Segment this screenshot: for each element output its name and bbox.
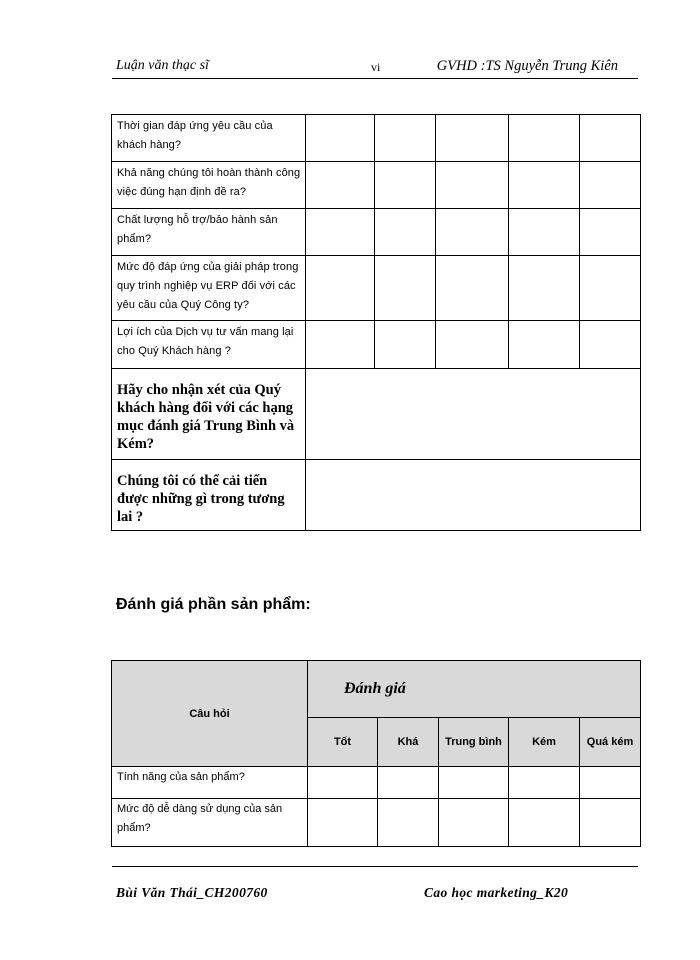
- header-thesis-label: Luận văn thạc sĩ: [116, 58, 209, 73]
- rating-cell[interactable]: [580, 799, 641, 847]
- rating-cell[interactable]: [509, 162, 580, 209]
- rating-header-kem: Kém: [509, 718, 580, 767]
- rating-header-trung-binh: Trung bình: [439, 718, 509, 767]
- table-row: [112, 256, 641, 321]
- rating-cell[interactable]: [436, 256, 509, 321]
- question-cell: Mức độ đáp ứng của giải pháp trong quy trình nghiệp vụ ERP đối với các yêu cầu của Quý Công ty?: [112, 256, 306, 321]
- question-cell: Chất lượng hỗ trợ/bảo hành sản phẩm?: [112, 209, 306, 256]
- question-cell: Lợi ích của Dịch vụ tư vấn mang lại cho Quý Khách hàng ?: [112, 321, 306, 369]
- rating-cell[interactable]: [580, 321, 641, 369]
- rating-cell[interactable]: [509, 799, 580, 847]
- rating-cell[interactable]: [375, 321, 436, 369]
- question-column-header: Câu hỏi: [112, 661, 308, 767]
- rating-cell[interactable]: [308, 767, 378, 799]
- rating-cell[interactable]: [436, 321, 509, 369]
- open-question-cell: Chúng tôi có thể cải tiến được những gì trong tương lai ?: [112, 460, 306, 531]
- rating-cell[interactable]: [375, 162, 436, 209]
- rating-header-kha: Khá: [378, 718, 439, 767]
- open-question-cell: Hãy cho nhận xét của Quý khách hàng đối với các hạng mục đánh giá Trung Bình và Kém?: [112, 369, 306, 460]
- rating-cell[interactable]: [580, 115, 641, 162]
- rating-cell[interactable]: [306, 256, 375, 321]
- question-cell: Mức độ dễ dàng sử dụng của sản phẩm?: [112, 799, 308, 847]
- rating-cell[interactable]: [439, 767, 509, 799]
- rating-cell[interactable]: [436, 115, 509, 162]
- rating-cell[interactable]: [436, 162, 509, 209]
- rating-cell[interactable]: [378, 767, 439, 799]
- rating-header-qua-kem: Quá kém: [580, 718, 641, 767]
- rating-cell[interactable]: [509, 115, 580, 162]
- rating-cell[interactable]: [509, 321, 580, 369]
- rating-cell[interactable]: [375, 115, 436, 162]
- rating-cell[interactable]: [306, 209, 375, 256]
- table-row: [112, 321, 641, 369]
- table-row: [112, 799, 641, 847]
- table-row: [112, 767, 641, 799]
- page-number: vi: [371, 60, 381, 74]
- rating-cell[interactable]: [509, 767, 580, 799]
- rating-cell[interactable]: [375, 256, 436, 321]
- comment-cell[interactable]: [306, 460, 641, 531]
- table-row: [112, 115, 641, 162]
- rating-cell[interactable]: [580, 256, 641, 321]
- footer-author: Bùi Văn Thái_CH200760: [116, 885, 268, 900]
- question-cell: Thời gian đáp ứng yêu cầu của khách hàng?: [112, 115, 306, 162]
- rating-header-tot: Tốt: [308, 718, 378, 767]
- service-evaluation-table: [111, 114, 641, 531]
- table-header-row: [112, 661, 641, 718]
- rating-cell[interactable]: [375, 209, 436, 256]
- evaluation-header: Đánh giá: [308, 661, 641, 718]
- rating-cell[interactable]: [580, 209, 641, 256]
- table-row: [112, 369, 641, 460]
- rating-cell[interactable]: [306, 115, 375, 162]
- comment-cell[interactable]: [306, 369, 641, 460]
- header-advisor: GVHD :TS Nguyễn Trung Kiên: [436, 58, 618, 74]
- product-evaluation-table: [111, 660, 641, 847]
- footer-rule: [112, 866, 638, 867]
- question-cell: Tính năng của sản phẩm?: [112, 767, 308, 799]
- rating-cell[interactable]: [308, 799, 378, 847]
- rating-cell[interactable]: [580, 162, 641, 209]
- header-rule: [112, 78, 638, 79]
- rating-cell[interactable]: [306, 321, 375, 369]
- section-title: Đánh giá phần sản phẩm:: [116, 596, 311, 613]
- table-row: [112, 209, 641, 256]
- table-row: [112, 162, 641, 209]
- rating-cell[interactable]: [306, 162, 375, 209]
- rating-cell[interactable]: [439, 799, 509, 847]
- table-row: [112, 460, 641, 531]
- rating-cell[interactable]: [378, 799, 439, 847]
- rating-cell[interactable]: [509, 209, 580, 256]
- footer-program: Cao học marketing_K20: [424, 885, 569, 900]
- rating-cell[interactable]: [436, 209, 509, 256]
- rating-cell[interactable]: [509, 256, 580, 321]
- question-cell: Khả năng chúng tôi hoàn thành công việc đúng hạn định đề ra?: [112, 162, 306, 209]
- rating-cell[interactable]: [580, 767, 641, 799]
- page-header: [116, 56, 636, 78]
